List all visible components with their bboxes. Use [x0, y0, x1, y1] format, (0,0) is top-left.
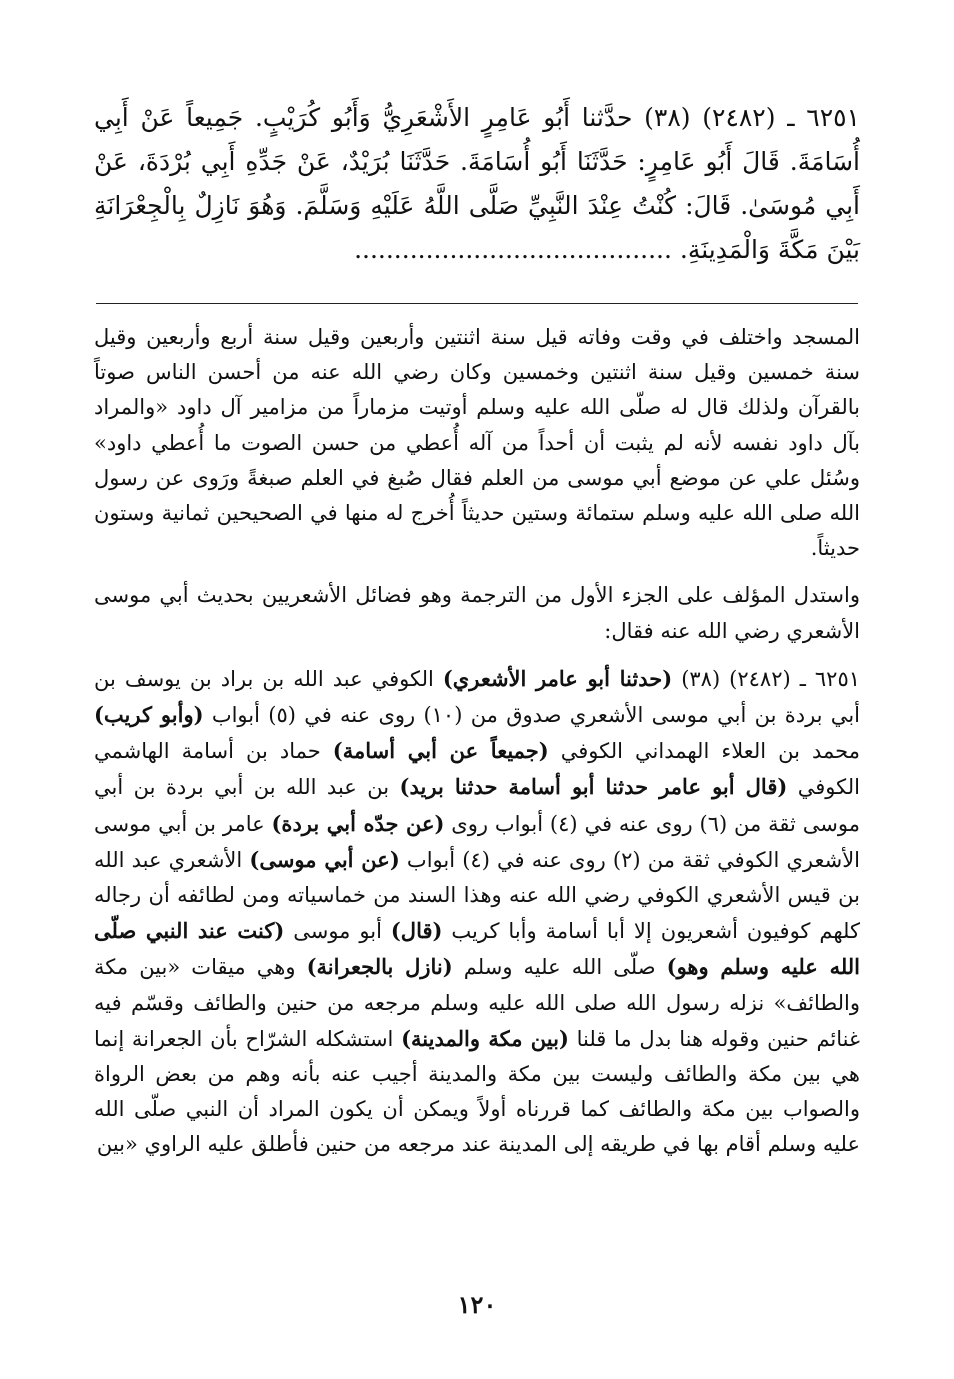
commentary-bold-quote: (عن جدّه أبي بردة) — [271, 810, 445, 836]
commentary-bold-quote: (قال أبو عامر حدثنا أبو أسامة حدثنا بريد) — [399, 774, 788, 800]
commentary-bold-quote: (كنت عند النبي صلّى الله عليه وسلم وهو) — [94, 918, 861, 980]
commentary-bold-quote: (وأبو كريب) — [94, 702, 204, 728]
hadith-matn: ٦٢٥١ ـ (٢٤٨٢) (٣٨) حدَّثنا أَبُو عَامِرٍ الأَشْعَرِيُّ وَأَبُو كُرَيْبٍ. جَمِيعاً عَنْ أَبِي أُسَامَةَ. قَالَ أَبُو عَامِرٍ: حَدَّثَنَا أَبُو أُسَامَةَ. حَدَّثَنَا بُرَيْدٌ، عَنْ جَدِّهِ أَبِي بُرْدَةَ، عَنْ أَبِي مُوسَىٰ. قَالَ: كُنْتُ عِنْدَ النَّبِيِّ صَلَّى اللَّهُ عَلَيْهِ وَسَلَّمَ. وَهُوَ نَازِلٌ بِالْجِعْرَانَةِ بَيْنَ مَكَّةَ وَالْمَدِينَةِ. — [94, 103, 860, 264]
commentary-text: وهي ميقات «بين مكة والطائف» نزله رسول الله صلى الله عليه وسلم مرجعه من حنين والطائف وقسّم فيه غنائم حنين وقوله هنا بدل ما قلنا — [94, 955, 860, 1051]
commentary-bold-quote: (حدثنا أبو عامر الأشعري) — [442, 665, 673, 691]
commentary-text: بن عبد الله بن أبي بردة بن أبي موسى ثقة من (٦) روى عنه في (٤) أبواب روى — [94, 775, 860, 836]
commentary-block — [94, 320, 860, 1163]
commentary-text: حماد بن أسامة الهاشمي الكوفي — [94, 739, 860, 800]
hadith-dotted-leader: ........................................ — [354, 235, 672, 264]
footnote-separator-rule — [96, 303, 858, 304]
commentary-paragraph-1: المسجد واختلف في وقت وفاته قيل سنة اثنتين وأربعين وقيل سنة أربع وأربعين وقيل سنة خمسين وقيل سنة اثنتين وخمسين وكان رضي الله عنه من أحسن الناس صوتاً بالقرآن ولذلك قال له صلّى الله عليه وسلم أوتيت مزماراً من مزامير آل داود «والمراد بآل داود نفسه لأنه لم يثبت أن أحداً من آله أُعطي من حسن الصوت ما أُعطي داود» وسُئل علي عن موضع أبي موسى من العلم فقال صُبغ في العلم صبغةً ورَوى عن رسول الله صلى الله عليه وسلم ستمائة وستين حديثاً أُخرج له منها في الصحيحين ثمانية وستون حديثاً. — [94, 325, 860, 561]
commentary-bold-quote: (بين مكة والمدينة) — [401, 1025, 569, 1051]
commentary-paragraph-3 — [94, 661, 860, 1163]
commentary-text: أبو موسى — [284, 919, 391, 944]
commentary-bold-quote: (جميعاً عن أبي أسامة) — [332, 738, 549, 764]
commentary-text: ٦٢٥١ ـ (٢٤٨٢) (٣٨) — [672, 666, 861, 691]
commentary-bold-quote: (عن أبي موسى) — [249, 846, 400, 872]
commentary-text: صلّى الله عليه وسلم — [452, 955, 667, 980]
commentary-bold-quote: (نازل بالجعرانة) — [306, 954, 453, 980]
commentary-text: الكوفي عبد الله بن براد بن يوسف بن أبي بردة بن أبي موسى الأشعري صدوق من (١٠) روى عنه في (٥) أبواب — [94, 666, 860, 728]
commentary-text: استشكله الشرّاح بأن الجعرانة إنما هي بين مكة والطائف وليست بين مكة والمدينة أجيب عنه بأنه وهم من بعض الرواة والصواب بين مكة والطائف كما قررناه أولاً ويمكن أن يكون المراد أن النبي صلّى الله عليه وسلم أقام بها في طريقه إلى المدينة عند مرجعه من حنين فأطلق عليه الراوي «بين — [94, 1026, 860, 1157]
page-number: ١٢٠ — [457, 1290, 497, 1319]
commentary-bold-quote: (قال) — [390, 918, 443, 944]
commentary-paragraph-2: واستدل المؤلف على الجزء الأول من الترجمة وهو فضائل الأشعريين بحديث أبي موسى الأشعري رضي الله عنه فقال: — [94, 583, 860, 643]
commentary-text: محمد بن العلاء الهمداني الكوفي — [548, 739, 860, 764]
commentary-text: الأشعري عبد الله بن قيس الأشعري الكوفي رضي الله عنه وهذا السند من خماسياته ومن لطائفه أن رجاله كلهم كوفيون أشعريون إلا أبا أسامة وأبا كريب — [94, 847, 860, 944]
hadith-text-block — [94, 96, 860, 272]
commentary-text: عامر بن أبي موسى الأشعري الكوفي ثقة من (٢) روى عنه في (٤) أبواب — [94, 811, 861, 872]
